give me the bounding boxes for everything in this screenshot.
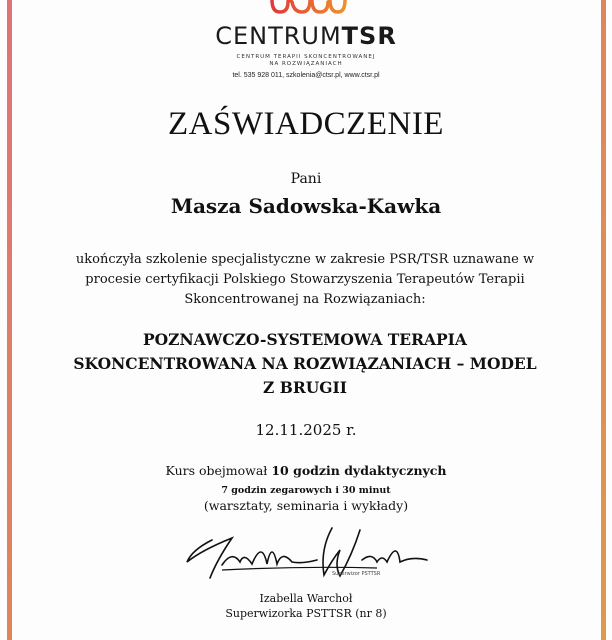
wave-logo-icon [268,0,348,14]
left-border [7,0,12,640]
contact-info: tel. 535 928 011, szkolenia@ctsr.pl, www.ctsr.pl [232,72,380,79]
signer-role: Superwizorka PSTTSR (nr 8) [225,607,387,620]
hours-detail: 7 godzin zegarowych i 30 minut [221,485,391,496]
signer-name: Izabella Warchoł [259,592,353,605]
course-date: 12.11.2025 r. [255,421,357,439]
signature-caption: Superwizor PSTTSR [332,571,381,577]
brand-light: CENTRUM [215,22,342,50]
certificate-description: ukończyła szkolenie specjalistyczne w zakresie PSR/TSR uznawane w procesie certyfikacji Polskiego Stowarzyszenia Terapeutów Terapii Skoncentrowanej na Rozwiązaniach: [75,252,535,307]
course-hours [0,463,612,478]
hours-bold: 10 godzin dydaktycznych [271,463,447,478]
course-activities: (warsztaty, seminaria i wykłady) [203,498,409,513]
recipient-name: Masza Sadowska-Kawka [170,194,442,218]
salutation: Pani [290,171,322,187]
tagline-line1: CENTRUM TERAPII SKONCENTROWANEJ [236,54,376,60]
brand-tagline [0,54,612,68]
right-border [601,0,606,640]
signature-image [182,520,432,585]
hours-prefix: Kurs obejmował [165,463,272,478]
tagline-line2: NA ROZWIĄZANIACH [269,61,343,67]
brand-bold: TSR [341,22,397,50]
brand-logo [0,22,612,50]
course-name: POZNAWCZO-SYSTEMOWA TERAPIA SKONCENTROWANA NA ROZWIĄZANIACH – MODEL Z BRUGII [73,330,537,397]
certificate-title: ZAŚWIADCZENIE [168,106,444,142]
